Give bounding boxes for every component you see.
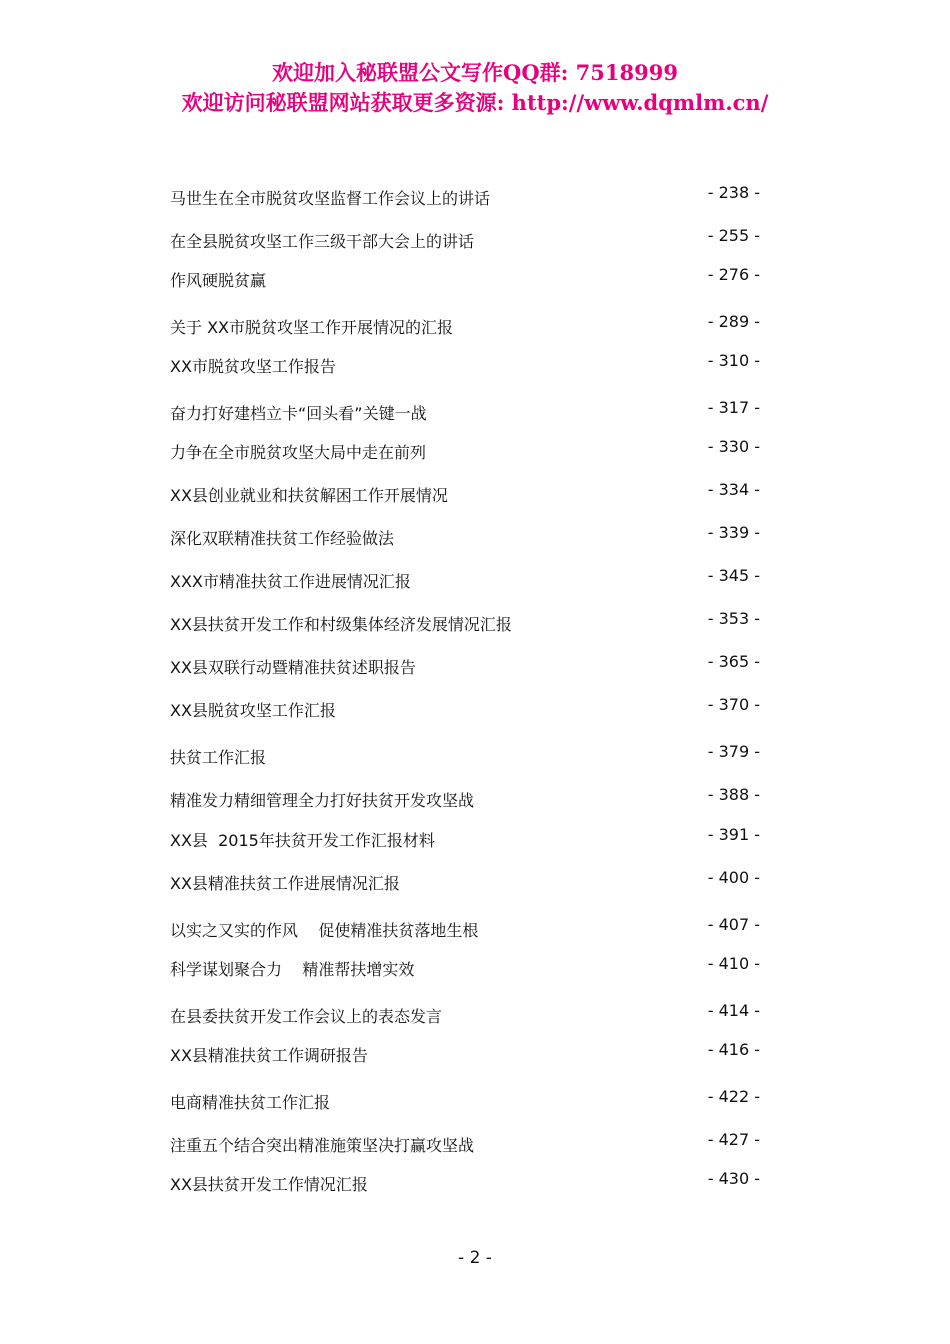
- toc-entry-page: - 422 -: [707, 1087, 760, 1106]
- toc-entry-title: 电商精准扶贫工作汇报: [170, 1093, 331, 1112]
- toc-entry[interactable]: [170, 1039, 760, 1067]
- toc-entry-page: - 255 -: [707, 226, 760, 245]
- toc-entry[interactable]: [170, 1168, 760, 1196]
- toc-entry-page: - 339 -: [707, 523, 760, 542]
- toc-entry[interactable]: [170, 867, 760, 895]
- toc-entry-page: - 330 -: [707, 437, 760, 456]
- toc-entry-title: 科学谋划聚合力 精准帮扶增实效: [170, 960, 415, 979]
- toc-entry-title: 力争在全市脱贫攻坚大局中走在前列: [170, 443, 427, 462]
- toc-entry-page: - 391 -: [707, 825, 760, 844]
- toc-entry-page: - 427 -: [707, 1130, 760, 1149]
- toc-entry[interactable]: [170, 225, 760, 253]
- toc-entry[interactable]: [170, 1000, 760, 1028]
- toc-entry-page: - 416 -: [707, 1040, 760, 1059]
- toc-entry[interactable]: [170, 522, 760, 550]
- toc-entry[interactable]: [170, 1086, 760, 1114]
- toc-entry[interactable]: [170, 1129, 760, 1157]
- toc-entry[interactable]: [170, 436, 760, 464]
- toc-entry[interactable]: [170, 182, 760, 210]
- toc-entry[interactable]: [170, 350, 760, 378]
- toc-entry-page: - 310 -: [707, 351, 760, 370]
- toc-entry-title: 注重五个结合突出精准施策坚决打赢攻坚战: [170, 1136, 475, 1155]
- promo-qq-group-line: 欢迎加入秘联盟公文写作QQ群: 7518999: [272, 60, 678, 85]
- toc-entry[interactable]: [170, 741, 760, 769]
- toc-entry-page: - 317 -: [707, 398, 760, 417]
- toc-entry-page: - 334 -: [707, 480, 760, 499]
- toc-entry-title: 深化双联精准扶贫工作经验做法: [170, 529, 395, 548]
- toc-entry-title: XX县创业就业和扶贫解困工作开展情况: [170, 486, 448, 505]
- toc-entry-title: XX县双联行动暨精准扶贫述职报告: [170, 658, 416, 677]
- toc-entry[interactable]: [170, 608, 760, 636]
- toc-entry[interactable]: [170, 264, 760, 292]
- toc-entry-title: XX县扶贫开发工作情况汇报: [170, 1175, 368, 1194]
- toc-entry[interactable]: [170, 784, 760, 812]
- toc-entry-title: 以实之又实的作风 促使精准扶贫落地生根: [170, 921, 479, 940]
- toc-entry-page: - 276 -: [707, 265, 760, 284]
- toc-entry-title: 作风硬脱贫赢: [170, 271, 267, 290]
- toc-entry[interactable]: [170, 565, 760, 593]
- page-number: - 2 -: [458, 1248, 492, 1268]
- toc-entry-page: - 400 -: [707, 868, 760, 887]
- toc-entry-title: 马世生在全市脱贫攻坚监督工作会议上的讲话: [170, 189, 491, 208]
- toc-entry-title: 奋力打好建档立卡“回头看”关键一战: [170, 404, 427, 423]
- toc-entry-title: XX县扶贫开发工作和村级集体经济发展情况汇报: [170, 615, 512, 634]
- promo-website-line: 欢迎访问秘联盟网站获取更多资源: http://www.dqmlm.cn/: [181, 90, 769, 115]
- toc-entry-page: - 365 -: [707, 652, 760, 671]
- toc-entry-title: XX市脱贫攻坚工作报告: [170, 357, 336, 376]
- toc-entry-page: - 407 -: [707, 915, 760, 934]
- toc-entry-title: 在县委扶贫开发工作会议上的表态发言: [170, 1007, 443, 1026]
- toc-entry[interactable]: [170, 479, 760, 507]
- toc-entry[interactable]: [170, 824, 760, 852]
- toc-entry[interactable]: [170, 694, 760, 722]
- toc-entry[interactable]: [170, 953, 760, 981]
- toc-entry-page: - 370 -: [707, 695, 760, 714]
- toc-entry-page: - 238 -: [707, 183, 760, 202]
- toc-entry-page: - 345 -: [707, 566, 760, 585]
- toc-entry-title: 关于 XX市脱贫攻坚工作开展情况的汇报: [170, 318, 454, 337]
- toc-entry-title: 精准发力精细管理全力打好扶贫开发攻坚战: [170, 791, 475, 810]
- toc-entry[interactable]: [170, 651, 760, 679]
- toc-entry-page: - 410 -: [707, 954, 760, 973]
- toc-entry[interactable]: [170, 914, 760, 942]
- toc-entry-title: XX县脱贫攻坚工作汇报: [170, 701, 336, 720]
- toc-entry-title: 在全县脱贫攻坚工作三级干部大会上的讲话: [170, 232, 475, 251]
- toc-entry-page: - 414 -: [707, 1001, 760, 1020]
- toc-entry-page: - 289 -: [707, 312, 760, 331]
- toc-entry-page: - 353 -: [707, 609, 760, 628]
- toc-entry-title: 扶贫工作汇报: [170, 748, 267, 767]
- toc-entry-page: - 388 -: [707, 785, 760, 804]
- toc-entry[interactable]: [170, 397, 760, 425]
- toc-entry-title: XX县精准扶贫工作进展情况汇报: [170, 874, 400, 893]
- toc-entry[interactable]: [170, 311, 760, 339]
- toc-entry-page: - 430 -: [707, 1169, 760, 1188]
- toc-entry-title: XXX市精准扶贫工作进展情况汇报: [170, 572, 411, 591]
- toc-entry-title: XX县精准扶贫工作调研报告: [170, 1046, 368, 1065]
- toc-entry-page: - 379 -: [707, 742, 760, 761]
- toc-entry-title: XX县 2015年扶贫开发工作汇报材料: [170, 831, 435, 850]
